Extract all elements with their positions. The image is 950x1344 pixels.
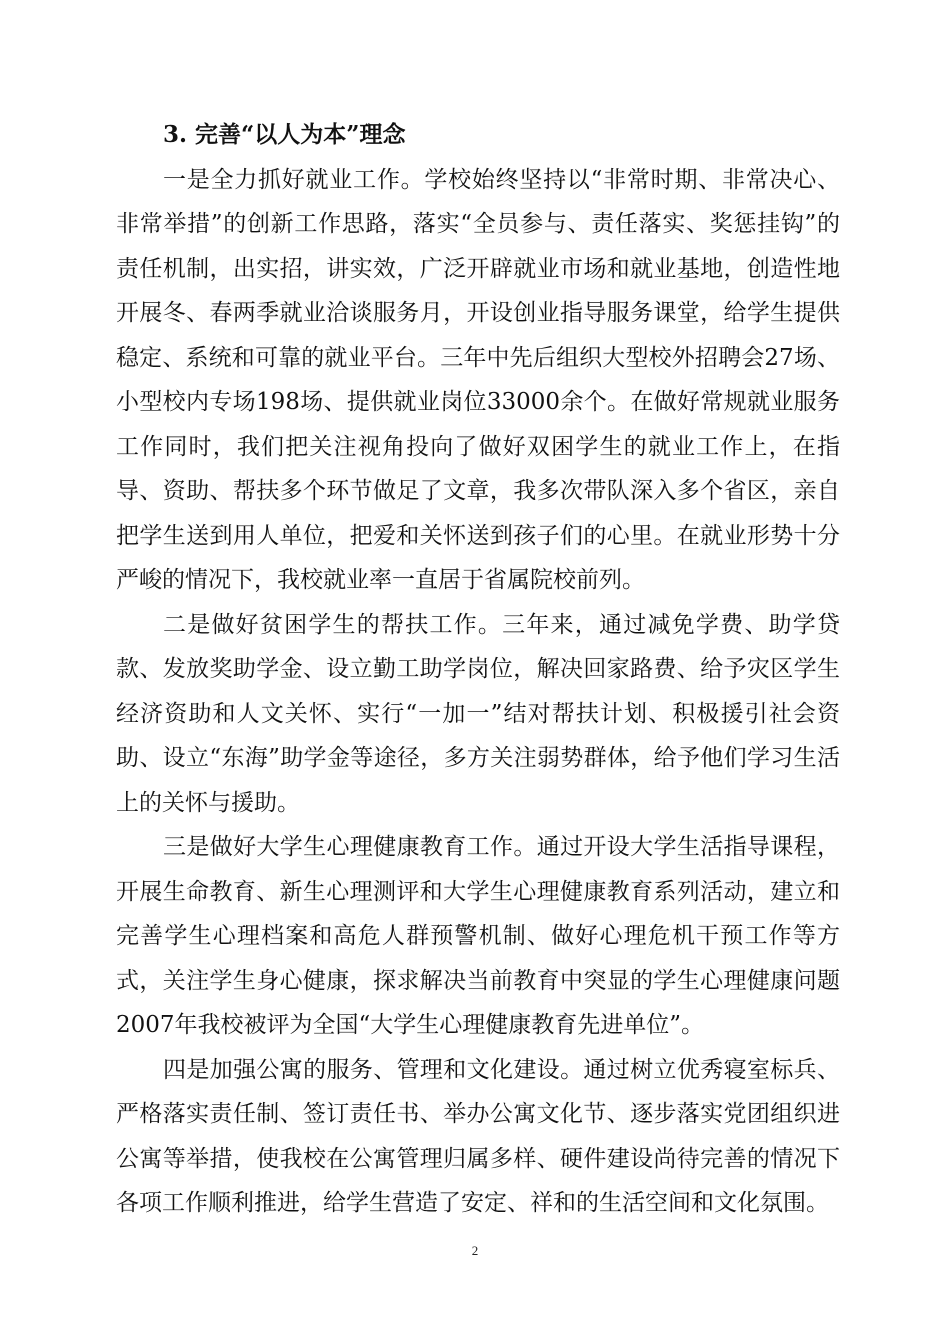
page-number: 2: [471, 1243, 479, 1258]
paragraph-employment: 一是全力抓好就业工作。学校始终坚持以“非常时期、非常决心、非常举措”的创新工作思路，落实“全员参与、责任落实、奖惩挂钩”的责任机制，出实招，讲实效，广泛开辟就业市场和就业基地，创造性地开展冬、春两季就业洽谈服务月，开设创业指导服务课堂，给学生提供稳定、系统和可靠的就业平台。三年中先后组织大型校外招聘会27场、小型校内专场198场、提供就业岗位33000余个。在做好常规就业服务工作同时，我们把关注视角投向了做好双困学生的就业工作上，在指导、资助、帮扶多个环节做足了文章，我多次带队深入多个省区，亲自把学生送到用人单位，把爱和关怀送到孩子们的心里。在就业形势十分严峻的情况下，我校就业率一直居于省属院校前列。: [116, 166, 840, 593]
paragraph-dormitory: 四是加强公寓的服务、管理和文化建设。通过树立优秀寝室标兵、严格落实责任制、签订责任书、举办公寓文化节、逐步落实党团组织进公寓等举措，使我校在公寓管理归属多样、硬件建设尚待完善的情况下各项工作顺利推进，给学生营造了安定、祥和的生活空间和文化氛围。: [116, 1056, 840, 1216]
section-heading: 3. 完善“以人为本”理念: [163, 121, 406, 148]
document-body: [116, 113, 840, 1226]
paragraph-poverty-aid: 二是做好贫困学生的帮扶工作。三年来，通过减免学费、助学贷款、发放奖助学金、设立勤工助学岗位，解决回家路费、给予灾区学生经济资助和人文关怀、实行“一加一”结对帮扶计划、积极援引社会资助、设立“东海”助学金等途径，多方关注弱势群体，给予他们学习生活上的关怀与援助。: [116, 611, 840, 816]
paragraph-mental-health: 三是做好大学生心理健康教育工作。通过开设大学生活指导课程，开展生命教育、新生心理测评和大学生心理健康教育系列活动，建立和完善学生心理档案和高危人群预警机制、做好心理危机干预工作等方式，关注学生身心健康，探求解决当前教育中突显的学生心理健康问题2007年我校被评为全国“大学生心理健康教育先进单位”。: [116, 834, 840, 1038]
